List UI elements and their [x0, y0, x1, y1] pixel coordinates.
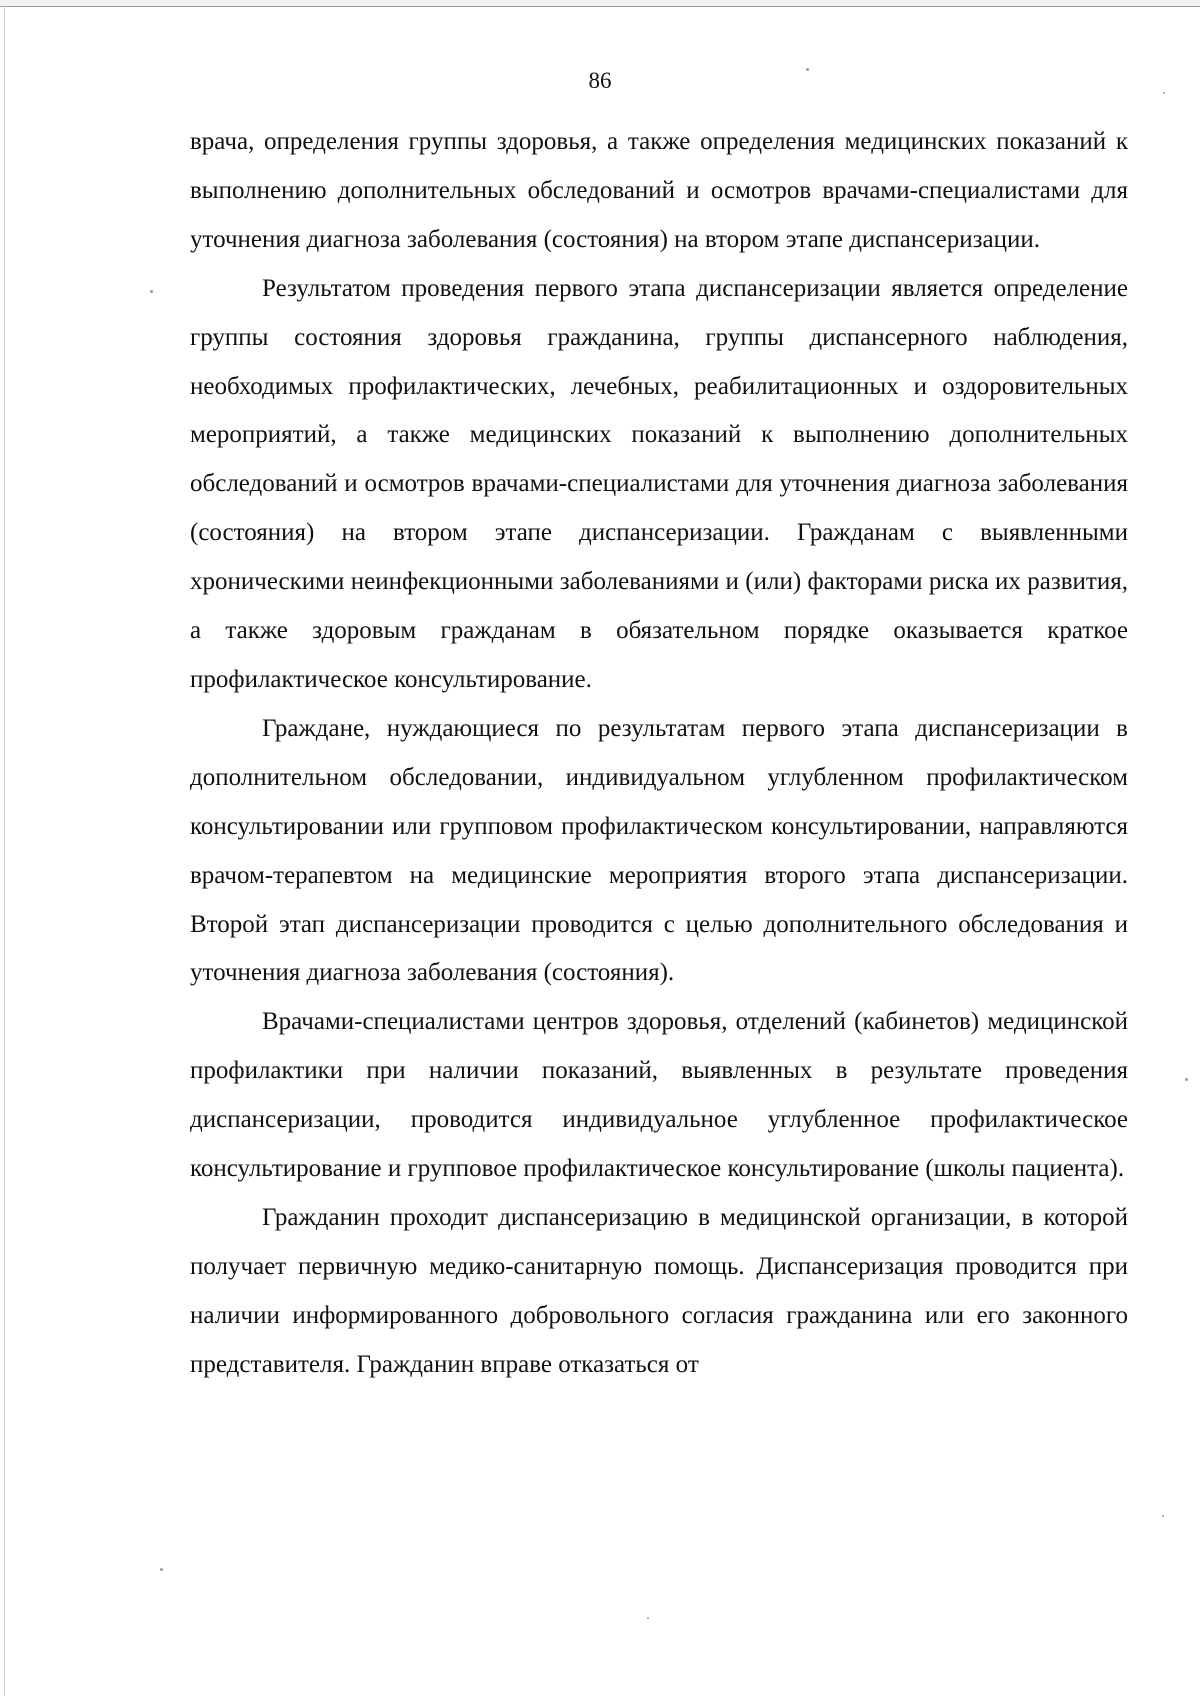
- page-number: 86: [588, 68, 612, 93]
- scan-speck: [1185, 1078, 1188, 1081]
- scan-speck: [1162, 1515, 1164, 1517]
- paragraph: Гражданин проходит диспансеризацию в медицинской организации, в которой получает первичную медико-санитарную помощь. Диспансеризация проводится при наличии информированного добровольного согласия гражданина или его законного представителя. Гражданин вправе отказаться от: [190, 1203, 1128, 1378]
- scan-speck: [150, 290, 153, 293]
- scan-left-edge: [4, 6, 5, 1696]
- scan-speck: [160, 1568, 163, 1571]
- paragraph: Граждане, нуждающиеся по результатам первого этапа диспансеризации в дополнительном обследовании, индивидуальном углубленном профилактическом консультировании или групповом профилактическом консультировании, направляются врачом-терапевтом на медицинские мероприятия второго этапа диспансеризации. Второй этап диспансеризации проводится с целью дополнительного обследования и уточнения диагноза заболевания (состояния).: [190, 714, 1128, 987]
- paragraph: Результатом проведения первого этапа диспансеризации является определение группы состояния здоровья гражданина, группы диспансерного наблюдения, необходимых профилактических, лечебных, реабилитационных и оздоровительных мероприятий, а также медицинских показаний к выполнению дополнительных обследований и осмотров врачами-специалистами для уточнения диагноза заболевания (состояния) на втором этапе диспансеризации. Гражданам с выявленными хроническими неинфекционными заболеваниями и (или) факторами риска их развития, а также здоровым гражданам в обязательном порядке оказывается краткое профилактическое консультирование.: [190, 274, 1128, 693]
- scan-speck: [647, 1617, 649, 1619]
- scan-top-edge: [0, 0, 1200, 7]
- paragraph: врача, определения группы здоровья, а также определения медицинских показаний к выполнению дополнительных обследований и осмотров врачами-специалистами для уточнения диагноза заболевания (состояния) на втором этапе диспансеризации.: [190, 128, 1128, 253]
- body-text: [190, 118, 1128, 1390]
- paragraph: Врачами-специалистами центров здоровья, отделений (кабинетов) медицинской профилактики при наличии показаний, выявленных в результате проведения диспансеризации, проводится индивидуальное углубленное профилактическое консультирование и групповое профилактическое консультирование (школы пациента).: [190, 1008, 1128, 1183]
